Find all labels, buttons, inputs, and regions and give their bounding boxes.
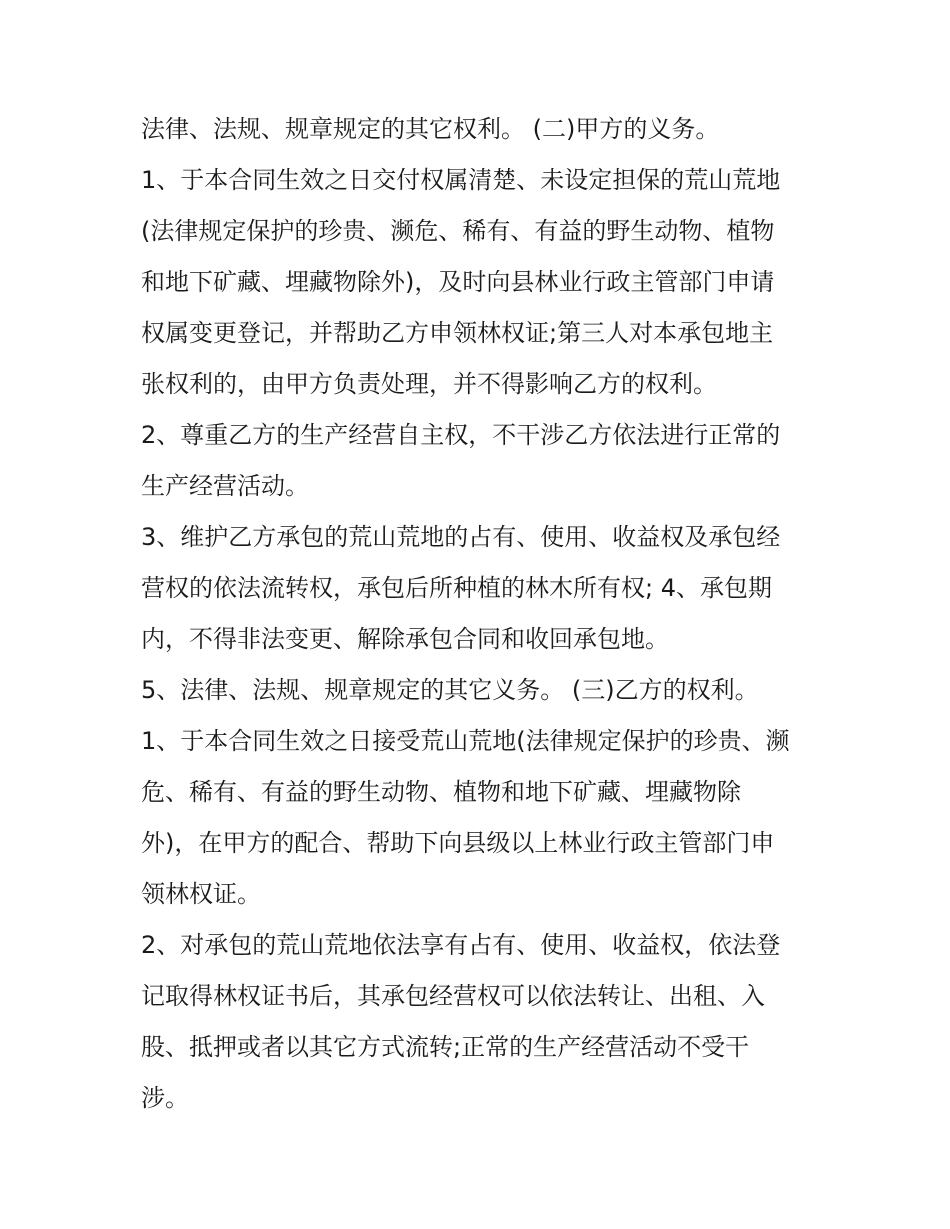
text-line: 生产经营活动。 xyxy=(141,472,309,500)
text-line: 和地下矿藏、埋藏物除外)，及时向县林业行政主管部门申请 xyxy=(141,268,775,296)
text-line: 5、法律、法规、规章规定的其它义务。 (三)乙方的权利。 xyxy=(141,676,759,704)
text-line: 1、于本合同生效之日接受荒山荒地(法律规定保护的珍贵、濒 xyxy=(141,727,790,755)
text-line: 内，不得非法变更、解除承包合同和收回承包地。 xyxy=(141,625,669,653)
text-line: 领林权证。 xyxy=(141,880,261,908)
text-line: 营权的依法流转权，承包后所种植的林木所有权; 4、承包期 xyxy=(141,574,772,602)
text-line: 张权利的，由甲方负责处理，并不得影响乙方的权利。 xyxy=(141,370,717,398)
text-line: 记取得林权证书后，其承包经营权可以依法转让、出租、入 xyxy=(141,982,765,1010)
text-line: 危、稀有、有益的野生动物、植物和地下矿藏、埋藏物除 xyxy=(141,778,741,806)
text-line: 外)，在甲方的配合、帮助下向县级以上林业行政主管部门申 xyxy=(141,829,775,857)
text-line: 1、于本合同生效之日交付权属清楚、未设定担保的荒山荒地 xyxy=(141,166,781,194)
text-line: 权属变更登记，并帮助乙方申领林权证;第三人对本承包地主 xyxy=(141,319,774,347)
text-line: 法律、法规、规章规定的其它权利。 (二)甲方的义务。 xyxy=(141,115,720,143)
text-line: (法律规定保护的珍贵、濒危、稀有、有益的野生动物、植物 xyxy=(141,217,775,245)
text-line: 涉。 xyxy=(141,1084,189,1112)
text-line: 2、对承包的荒山荒地依法享有占有、使用、收益权，依法登 xyxy=(141,931,781,959)
text-line: 3、维护乙方承包的荒山荒地的占有、使用、收益权及承包经 xyxy=(141,523,781,551)
text-line: 股、抵押或者以其它方式流转;正常的生产经营活动不受干 xyxy=(141,1033,750,1061)
text-line: 2、尊重乙方的生产经营自主权，不干涉乙方依法进行正常的 xyxy=(141,421,781,449)
